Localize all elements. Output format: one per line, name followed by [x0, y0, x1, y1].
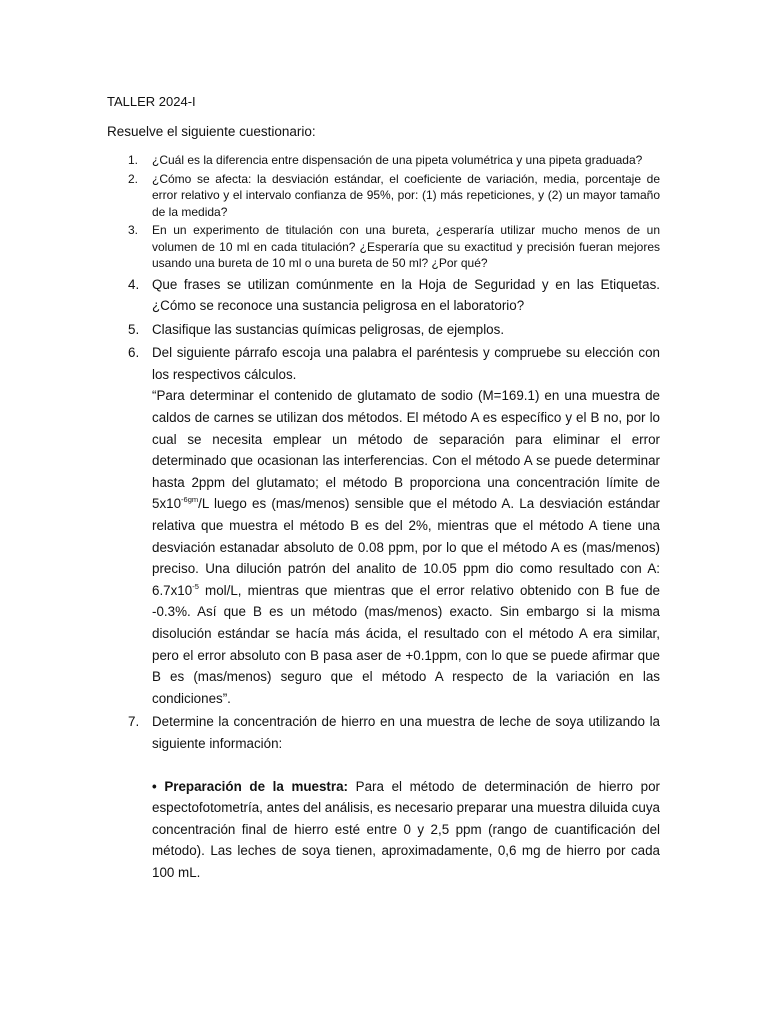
question-number: 3.: [128, 223, 139, 237]
question-text: ¿Cuál es la diferencia entre dispensación de una pipeta volumétrica y una pipeta graduada?: [152, 153, 643, 167]
question-text: Clasifique las sustancias químicas peligrosas, de ejemplos.: [152, 321, 505, 337]
question-number: 7.: [128, 714, 140, 730]
exponent: -5: [192, 581, 199, 591]
bullet-symbol: •: [152, 778, 157, 794]
paragraph-text: mol/L, mientras que mientras que el error relativo obtenido con B fue de -0.3%. Así que B es un método (mas/menos) exacto. Sin embargo si la misma disolución estándar se hacía más ácida, el resultado con el método A era similar, pero el error absoluto con B pasa aser de +0.1ppm, con lo que se puede afirmar que B es (mas/menos) seguro que el método A respecto de la variación en las condiciones”.: [152, 582, 660, 706]
question-2: [107, 171, 660, 221]
question-text: ¿Cómo se afecta: la desviación estándar, el coeficiente de variación, media, porcentaje de error relativo y el intervalo confianza de 95%, por: (1) más repeticiones, y (2) un mayor tamaño de la medida?: [152, 171, 660, 219]
question-6: [107, 342, 660, 709]
question-number: 1.: [128, 153, 139, 167]
question-6-paragraph: [152, 385, 660, 709]
question-number: 4.: [128, 276, 140, 292]
question-text: Que frases se utilizan comúnmente en la Hoja de Seguridad y en las Etiquetas. ¿Cómo se reconoce una sustancia peligrosa en el laboratorio?: [152, 276, 660, 314]
question-text: Del siguiente párrafo escoja una palabra el paréntesis y compruebe su elección con los respectivos cálculos.: [152, 345, 660, 382]
exponent: -6gm: [181, 495, 199, 505]
question-number: 2.: [128, 171, 139, 186]
question-1: [107, 152, 660, 169]
question-3: [107, 222, 660, 272]
question-number: 5.: [128, 321, 140, 337]
instructions: Resuelve el siguiente cuestionario:: [107, 124, 316, 139]
question-text: En un experimento de titulación con una bureta, ¿esperaría utilizar mucho menos de un volumen de 10 ml en cada titulación? ¿Esperaría que su exactitud y precisión fueran mejores usando una bureta de 10 ml o una bureta de 50 ml? ¿Por qué?: [152, 223, 660, 270]
question-text: Determine la concentración de hierro en una muestra de leche de soya utilizando la siguiente información:: [152, 714, 660, 751]
bullet-heading: Preparación de la muestra:: [164, 778, 349, 794]
question-list: [107, 152, 660, 884]
question-number: 6.: [128, 345, 140, 361]
bullet-text: Para el método de determinación de hierro por espectofotometría, antes del análisis, es necesario preparar una muestra diluida cuya concentración final de hierro esté entre 0 y 2,5 ppm (rango de cuantificación del método). Las leches de soya tienen, aproximadamente, 0,6 mg de hierro por cada 100 mL.: [152, 778, 660, 880]
paragraph-text: /L luego es (mas/menos) sensible que el método A. La desviación estándar relativa que muestra el método B es del 2%, mientras que el método A tiene una desviación estanadar absoluto de 0.08 ppm, por lo que el método A es (mas/menos) preciso. Una dilución patrón del analito de 10.05 ppm dio como resultado con A: 6.7x10: [152, 496, 660, 598]
question-4: [107, 274, 660, 317]
sample-preparation: [152, 776, 660, 884]
question-5: [107, 319, 660, 341]
paragraph-text: “Para determinar el contenido de glutamato de sodio (M=169.1) en una muestra de caldos de carnes se utilizan dos métodos. El método A es específico y el B no, por lo cual se necesita emplear un método de separación para eliminar el error determinado que ocasionan las interferencias. Con el método A se puede determinar hasta 2ppm del glutamato; el método B proporciona una concentración límite de 5x10: [152, 388, 660, 512]
document-title: TALLER 2024-I: [107, 94, 196, 109]
question-7: [107, 711, 660, 883]
